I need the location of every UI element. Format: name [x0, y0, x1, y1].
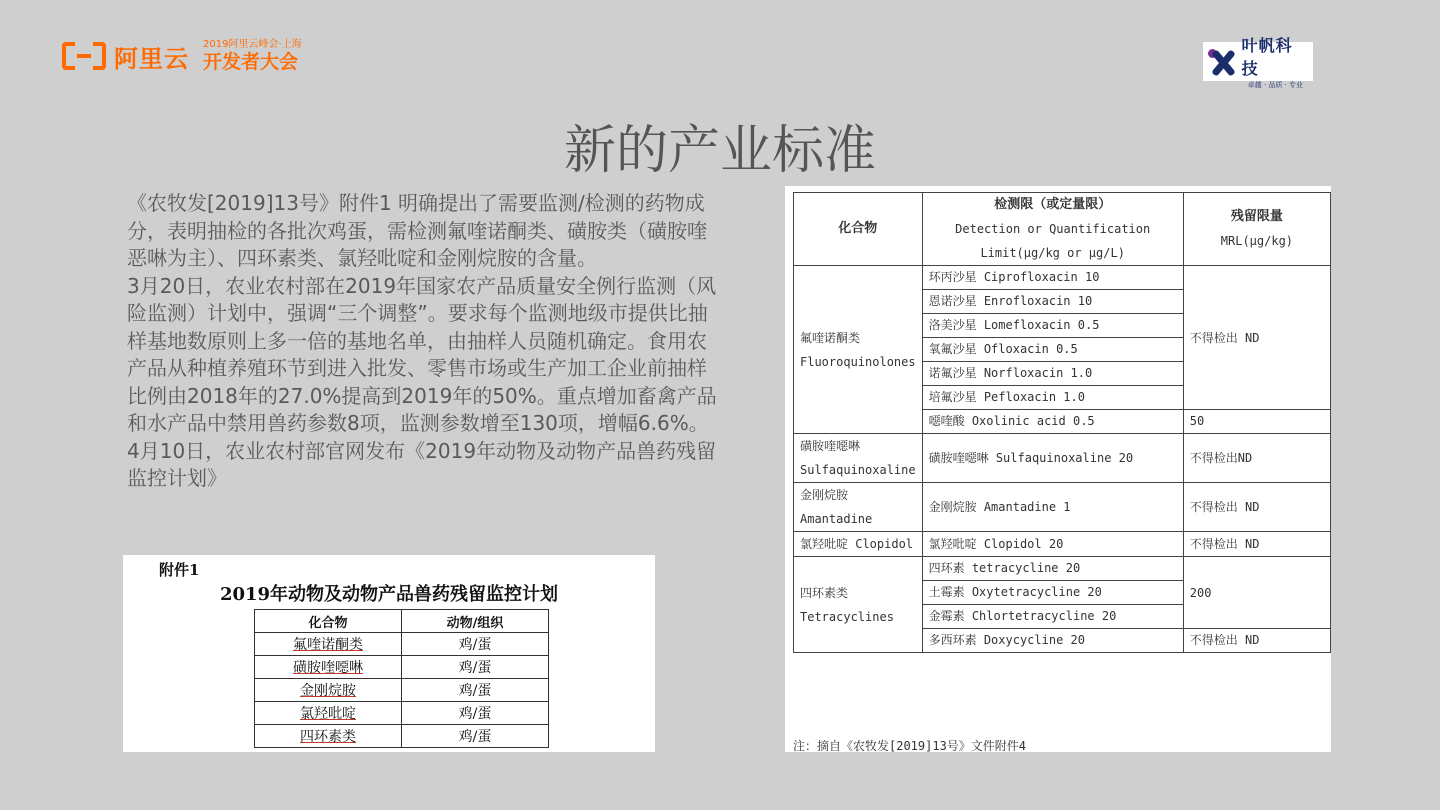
attachment-title: 2019年动物及动物产品兽药残留监控计划 [219, 584, 559, 605]
paragraph-2: 3月20日，农业农村部在2019年国家农产品质量安全例行监测（风险监测）计划中，强调“三个调整”。要求每个监测地级市提供比抽样基地数原则上多一倍的基地名单，由抽样人员随机确定。食用农产品从种植养殖环节到进入批发、零售市场或生产加工企业前抽样比例由2018年的27.0%提高到2019年的50%。重点增加畜禽产品和水产品中禁用兽药参数8项，监测参数增至130项，增幅6.6%。 [127, 273, 717, 435]
table-row [255, 633, 549, 656]
table-cell: 诺氟沙星 Norfloxacin 1.0 [922, 362, 1183, 386]
table-cell: 环丙沙星 Ciprofloxacin 10 [922, 266, 1183, 290]
standards-table [793, 192, 1331, 653]
table-cell: 恩诺沙星 Enrofloxacin 10 [922, 290, 1183, 314]
compound-cell: 四环素类 Tetracyclines [794, 557, 923, 653]
table-cell: 鸡/蛋 [402, 656, 549, 679]
table-cell: 氯羟吡啶 Clopidol 20 [922, 532, 1183, 557]
standards-image [785, 186, 1331, 752]
partner-logo-icon [1207, 46, 1239, 78]
event-title [203, 40, 302, 72]
mrl-cell: 50 [1183, 410, 1330, 434]
table-cell: 四环素类 [255, 725, 402, 748]
table-cell: 洛美沙星 Lomefloxacin 0.5 [922, 314, 1183, 338]
table-header-row [255, 610, 549, 633]
column-header-mrl [1183, 193, 1330, 266]
table-row [255, 702, 549, 725]
table-row [794, 483, 1331, 532]
attachment-label: 附件1 [159, 561, 200, 579]
table-cell: 四环素 tetracycline 20 [922, 557, 1183, 581]
partner-logo [1203, 36, 1313, 89]
table-row [255, 656, 549, 679]
table-cell: 金刚烷胺 [255, 679, 402, 702]
table-cell: 多西环素 Doxycycline 20 [922, 629, 1183, 653]
mrl-cell: 不得检出 ND [1183, 483, 1330, 532]
alibaba-cloud-logo [62, 38, 302, 74]
table-row [794, 557, 1331, 581]
partner-tagline: 卓越 · 品质 · 专业 [1247, 81, 1304, 89]
table-cell: 氟喹诺酮类 [255, 633, 402, 656]
compound-cell: 磺胺喹噁啉 Sulfaquinoxaline [794, 434, 923, 483]
mrl-cell: 200 [1183, 557, 1330, 629]
partner-name: 叶帆科技 [1241, 36, 1293, 78]
paragraph-1: 《农牧发[2019]13号》附件1 明确提出了需要监测/检测的药物成分，表明抽检的各批次鸡蛋，需检测氟喹诺酮类、磺胺类（磺胺喹恶啉为主）、四环素类、氯羟吡啶和金刚烷胺的含量。 [127, 191, 707, 270]
detection-header-en: Detection or Quantification Limit(μg/kg or μg/L) [955, 222, 1151, 260]
table-row [794, 532, 1331, 557]
compound-cell: 氟喹诺酮类 Fluoroquinolones [794, 266, 923, 434]
paragraph-3: 4月10日，农业农村部官网发布《2019年动物及动物产品兽药残留监控计划》 [127, 438, 717, 490]
slide-title-text: 新的产业标准 [563, 121, 876, 181]
table-row [255, 725, 549, 748]
attachment-image [123, 555, 655, 752]
table-cell: 氯羟吡啶 [255, 702, 402, 725]
table-cell: 噁喹酸 Oxolinic acid 0.5 [922, 410, 1183, 434]
body-text [127, 190, 719, 493]
table-cell: 鸡/蛋 [402, 679, 549, 702]
table-cell: 鸡/蛋 [402, 702, 549, 725]
slide-title [0, 108, 1440, 183]
table-row [794, 266, 1331, 290]
table-cell: 培氟沙星 Pefloxacin 1.0 [922, 386, 1183, 410]
mrl-cell: 不得检出 ND [1183, 266, 1330, 410]
mrl-cell: 不得检出 ND [1183, 629, 1330, 653]
event-subtitle: 2019阿里云峰会·上海 [203, 39, 302, 50]
table-cell: 磺胺喹噁啉 [255, 656, 402, 679]
mrl-header-cn: 残留限量 [1230, 209, 1283, 224]
mrl-header-en: MRL(μg/kg) [1220, 234, 1294, 248]
alibaba-cloud-icon [62, 42, 106, 70]
table-cell: 金霉素 Chlortetracycline 20 [922, 605, 1183, 629]
table-cell: 土霉素 Oxytetracycline 20 [922, 581, 1183, 605]
column-header: 化合物 [255, 610, 402, 633]
table-cell: 氧氟沙星 Ofloxacin 0.5 [922, 338, 1183, 362]
mrl-cell: 不得检出ND [1183, 434, 1330, 483]
source-note: 注：摘自《农牧发[2019]13号》文件附件4 [793, 739, 1027, 752]
compound-cell: 氯羟吡啶 Clopidol [794, 532, 923, 557]
table-cell: 鸡/蛋 [402, 725, 549, 748]
column-header-detection [922, 193, 1183, 266]
table-cell: 鸡/蛋 [402, 633, 549, 656]
table-cell: 磺胺喹噁啉 Sulfaquinoxaline 20 [922, 434, 1183, 483]
column-header-compound: 化合物 [794, 193, 923, 266]
detection-header-cn: 检测限（或定量限） [994, 197, 1112, 212]
table-row [255, 679, 549, 702]
table-cell: 金刚烷胺 Amantadine 1 [922, 483, 1183, 532]
event-name: 开发者大会 [203, 51, 299, 73]
table-header-row [794, 193, 1331, 266]
compound-cell: 金刚烷胺 Amantadine [794, 483, 923, 532]
column-header: 动物/组织 [402, 610, 549, 633]
brand-name: 阿里云 [114, 44, 189, 73]
mrl-cell: 不得检出 ND [1183, 532, 1330, 557]
attachment-table [254, 609, 549, 748]
table-row [794, 434, 1331, 483]
